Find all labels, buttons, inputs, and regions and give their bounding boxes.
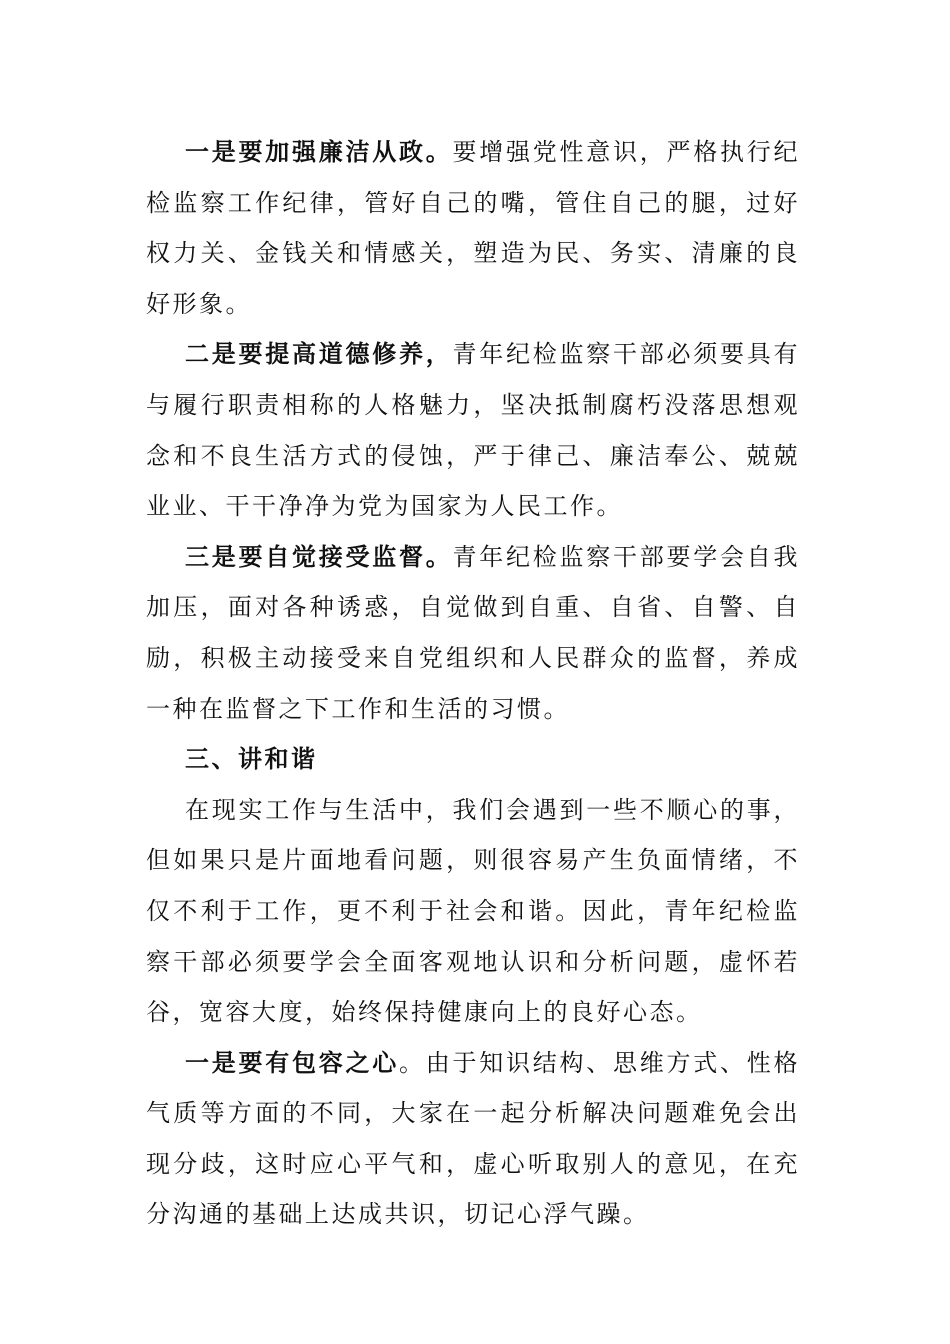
paragraph-tolerance — [146, 1038, 800, 1240]
paragraph-lead: 一是要有包容之心 — [185, 1048, 399, 1077]
paragraph-lead: 一是要加强廉洁从政。 — [185, 138, 453, 166]
paragraph-text: 青年纪检监察干部要学会自我加压，面对各种诱惑，自觉做到自重、自省、自警、自励，积极主动接受来自党组织和人民群众的监督，养成一种在监督之下工作和生活的习惯。 — [146, 542, 800, 723]
paragraph-accept-supervision — [146, 532, 800, 734]
paragraph-text: 要增强党性意识，严格执行纪检监察工作纪律，管好自己的嘴，管住自己的腿，过好权力关、金钱关和情感关，塑造为民、务实、清廉的良好形象。 — [146, 138, 800, 318]
section-heading: 三、讲和谐 — [185, 745, 318, 774]
paragraph-lead: 三是要自觉接受监督。 — [185, 542, 453, 571]
paragraph-lead: 二是要提高道德修养， — [185, 340, 453, 369]
paragraph-text: 青年纪检监察干部必须要具有与履行职责相称的人格魅力，坚决抵制腐朽没落思想观念和不良生活方式的侵蚀，严于律己、廉洁奉公、兢兢业业、干干净净为党为国家为人民工作。 — [146, 340, 800, 521]
document-body — [146, 127, 800, 1240]
paragraph-clean-governance — [146, 127, 800, 329]
section-intro-paragraph: 在现实工作与生活中，我们会遇到一些不顺心的事，但如果只是片面地看问题，则很容易产生负面情绪，不仅不利于工作，更不利于社会和谐。因此，青年纪检监察干部必须要学会全面客观地认识和分析问题，虚怀若谷，宽容大度，始终保持健康向上的良好心态。 — [146, 795, 800, 1027]
paragraph-moral-cultivation — [146, 329, 800, 531]
paragraph-text: 。由于知识结构、思维方式、性格气质等方面的不同，大家在一起分析解决问题难免会出现分歧，这时应心平气和，虚心听取别人的意见，在充分沟通的基础上达成共识，切记心浮气躁。 — [146, 1048, 800, 1229]
